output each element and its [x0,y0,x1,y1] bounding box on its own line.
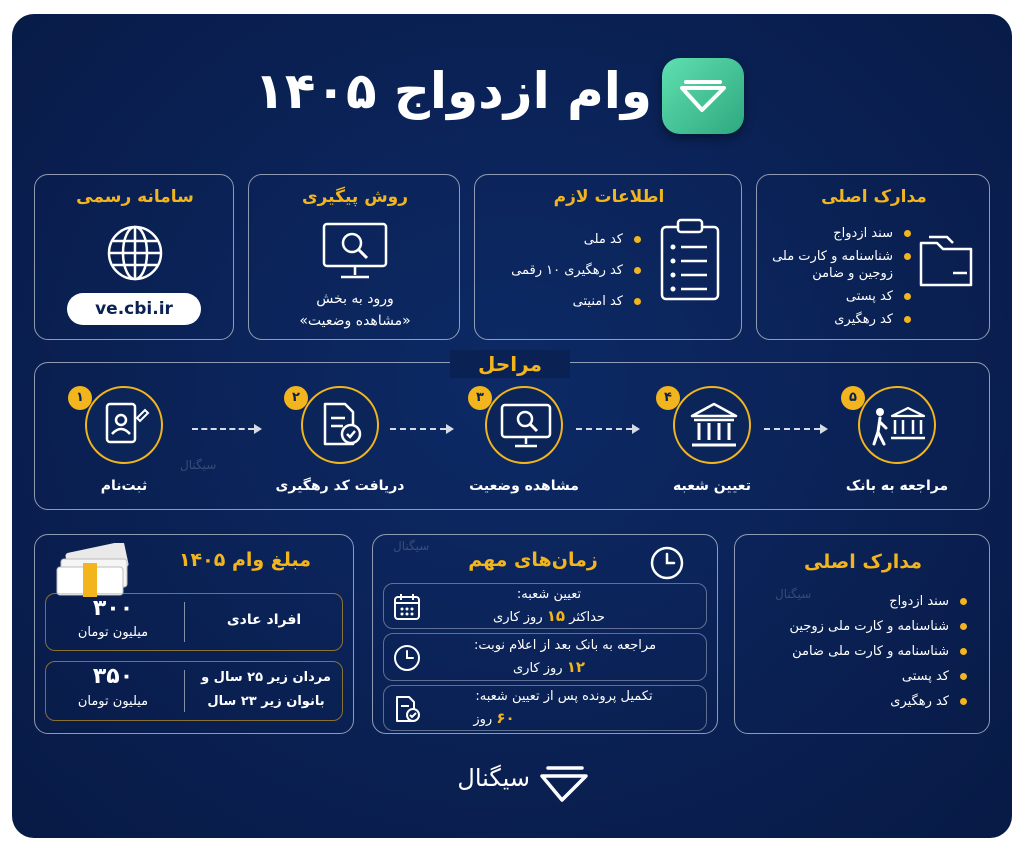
money-stack-icon [53,543,137,599]
arrow-head [632,424,640,434]
documents-list [747,593,967,716]
step-arrow [390,428,446,430]
step-4-circle [673,386,751,464]
time-row-bank-visit [383,633,707,681]
time-row-file-completion [383,685,707,731]
step-3-circle [485,386,563,464]
signal-brand-icon [536,762,592,806]
stages-title: مراحل [450,350,570,378]
divider [184,670,185,712]
list-item: شناسنامه و کارت ملی زوجین [747,618,967,635]
time-title: مراجعه به بانک بعد از اعلام نوبت: [473,638,657,653]
required-info-card [474,174,742,340]
official-portal-card [34,174,234,340]
registration-form-icon [101,400,151,450]
amount-value: ۳۰۰ [92,596,134,621]
page-title: وام ازدواج ۱۴۰۵ [254,62,652,120]
list-item: کد پستی [747,668,967,685]
card-title: سامانه رسمی [76,187,194,207]
list-item: کد امنیتی [481,293,641,310]
time-suffix: روز کاری [512,661,563,676]
time-value: ۱۵ [546,607,566,625]
step-3-number: ۳ [468,386,492,410]
step-arrow [576,428,632,430]
tracking-line-1: ورود به بخش [316,291,394,307]
document-check-icon [317,400,367,450]
list-item: کد رهگیری [765,311,911,328]
folder-documents-icon [917,229,975,289]
tracking-method-card [248,174,460,340]
step-2-circle [301,386,379,464]
time-detail [434,709,554,727]
list-item: کد پستی [765,288,911,305]
document-check-icon [392,694,422,724]
list-item: سند ازدواج [765,225,911,242]
portal-url-pill[interactable]: ve.cbi.ir [67,293,201,325]
step-3-label: مشاهده وضعیت [469,478,579,494]
main-documents-bottom-card [734,534,990,734]
watermark-text: سیگنال [393,539,430,553]
step-1-number: ۱ [68,386,92,410]
amount-row-young [45,661,343,721]
time-detail [434,658,664,676]
step-4-number: ۴ [656,386,680,410]
signal-logo-icon [662,58,744,134]
main-documents-card [756,174,990,340]
amount-group-line-2: بانوان زیر ۲۳ سال [207,694,325,709]
time-value: ۱۲ [566,658,586,676]
bank-building-icon [688,400,740,452]
card-title: مدارک اصلی [821,187,927,207]
list-item: سند ازدواج [747,593,967,610]
watermark-text: سیگنال [180,458,217,472]
step-5-circle [858,386,936,464]
globe-icon [105,223,165,283]
step-5-label: مراجعه به بانک [845,478,949,494]
card-title: اطلاعات لازم [553,187,665,207]
brand-logo [662,58,744,134]
step-1-circle [85,386,163,464]
time-title: تعیین شعبه: [516,587,582,602]
amount-row-regular [45,593,343,651]
time-title: تکمیل پرونده پس از تعیین شعبه: [475,689,653,704]
card-title: مدارک اصلی [803,551,923,573]
loan-amount-card [34,534,354,734]
card-title: زمان‌های مهم [468,549,598,571]
list-item: کد رهگیری ۱۰ رقمی [481,262,641,279]
step-arrow [192,428,254,430]
clock-icon [392,643,422,673]
list-item: کد ملی [481,231,641,248]
step-2-number: ۲ [284,386,308,410]
calendar-icon [392,592,422,622]
amount-group: افراد عادی [226,612,302,628]
list-item: کد رهگیری [747,693,967,710]
monitor-search-icon [321,221,389,281]
card-title: روش پیگیری [301,187,409,207]
amount-group-line-1: مردان زیر ۲۵ سال و [201,670,331,685]
arrow-head [820,424,828,434]
important-times-card [372,534,718,734]
step-arrow [764,428,820,430]
arrow-head [446,424,454,434]
time-suffix: روز کاری [493,610,543,625]
time-prefix: حداکثر [569,610,605,625]
amount-value: ۳۵۰ [92,664,134,689]
card-title: مبلغ وام ۱۴۰۵ [178,549,312,571]
tracking-line-2: «مشاهده وضعیت» [299,313,411,329]
time-value: ۶۰ [496,709,515,727]
monitor-search-icon [499,402,553,450]
list-item: شناسنامه و کارت ملی ضامن [747,643,967,660]
brand-name: سیگنال [457,764,530,792]
infographic-card [12,14,1012,838]
time-suffix: روز [473,712,493,727]
step-1-label: ثبت‌نام [100,478,148,494]
list-item: شناسنامه و کارت ملی زوجین و ضامن [765,248,911,282]
time-detail [434,607,664,625]
clipboard-list-icon [659,217,721,303]
arrow-head [254,424,262,434]
step-4-label: تعیین شعبه [673,478,751,494]
person-walking-bank-icon [870,400,928,452]
amount-unit: میلیون تومان [77,625,149,640]
amount-unit: میلیون تومان [77,694,149,709]
watermark-text: سیگنال [775,587,812,601]
documents-list [765,225,911,334]
step-2-label: دریافت کد رهگیری [275,478,405,494]
divider [184,602,185,642]
step-5-number: ۵ [841,386,865,410]
clock-icon [649,545,685,581]
time-row-branch [383,583,707,629]
info-list [481,231,641,316]
